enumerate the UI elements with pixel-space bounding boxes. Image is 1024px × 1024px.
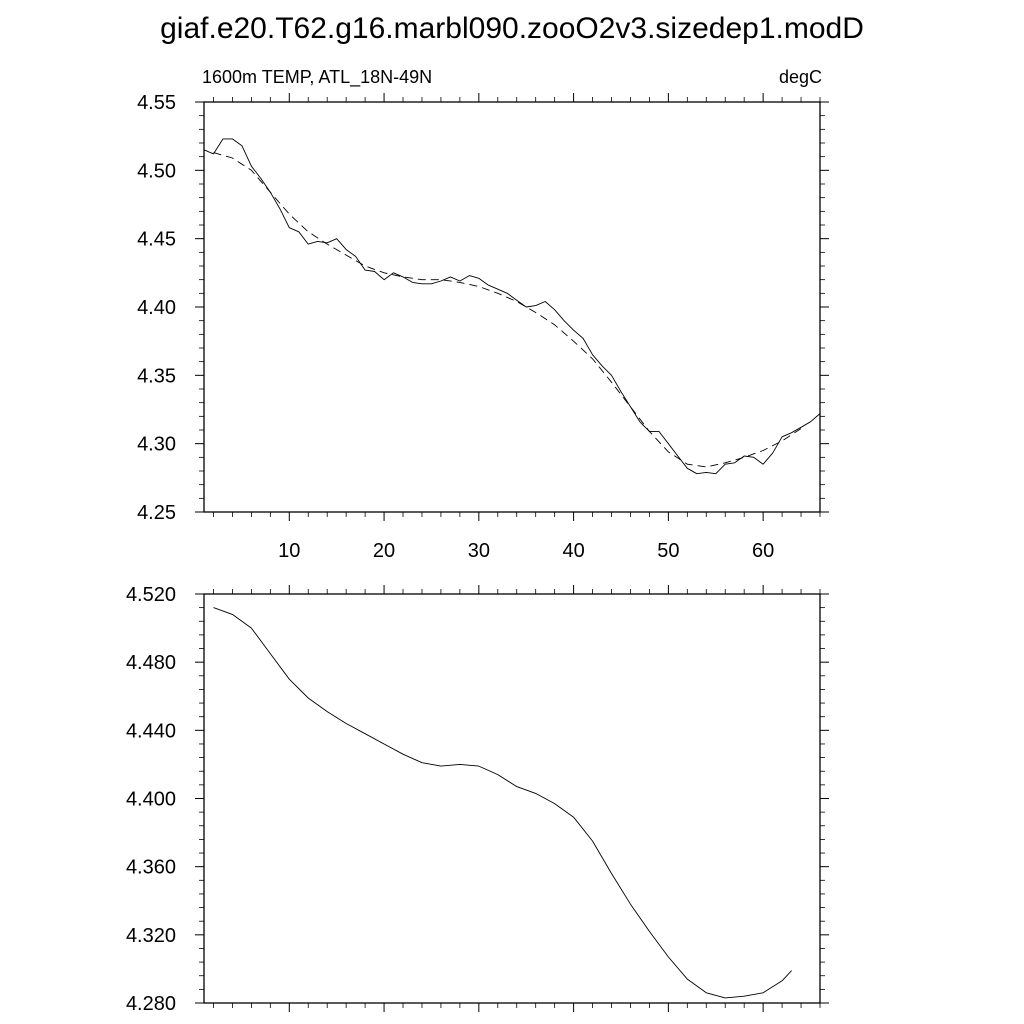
top-panel-left-label: 1600m TEMP, ATL_18N-49N [202, 67, 433, 87]
y-tick-label: 4.30 [137, 433, 176, 456]
bottom-panel [126, 584, 829, 1015]
x-tick-label: 30 [467, 540, 490, 562]
y-tick-label: 4.280 [125, 993, 176, 1015]
top-panel [137, 92, 829, 562]
top-panel-right-label: degC [778, 67, 822, 87]
y-tick-label: 4.400 [125, 788, 176, 811]
x-tick-label: 40 [562, 540, 585, 562]
y-tick-label: 4.55 [137, 92, 176, 114]
y-tick-label: 4.35 [137, 365, 176, 388]
series-line [204, 139, 820, 474]
x-tick-label: 50 [657, 540, 680, 562]
plot-frame [204, 594, 820, 1003]
y-tick-label: 4.320 [125, 924, 176, 947]
y-tick-label: 4.520 [125, 584, 176, 606]
x-tick-label: 60 [752, 540, 775, 562]
series-line [214, 608, 792, 998]
y-tick-label: 4.480 [125, 652, 176, 675]
y-tick-label: 4.440 [125, 720, 176, 743]
y-tick-label: 4.45 [137, 228, 176, 251]
y-tick-label: 4.25 [137, 502, 176, 524]
y-tick-label: 4.50 [137, 160, 176, 183]
smoothed-series-line [214, 153, 802, 467]
y-tick-label: 4.40 [137, 297, 176, 319]
plot-frame [204, 102, 820, 512]
x-tick-label: 20 [372, 540, 396, 562]
chart-title: giaf.e20.T62.g16.marbl090.zooO2v3.sizedep1.modD [160, 12, 864, 45]
x-tick-label: 10 [278, 540, 301, 562]
y-tick-label: 4.360 [125, 856, 176, 879]
